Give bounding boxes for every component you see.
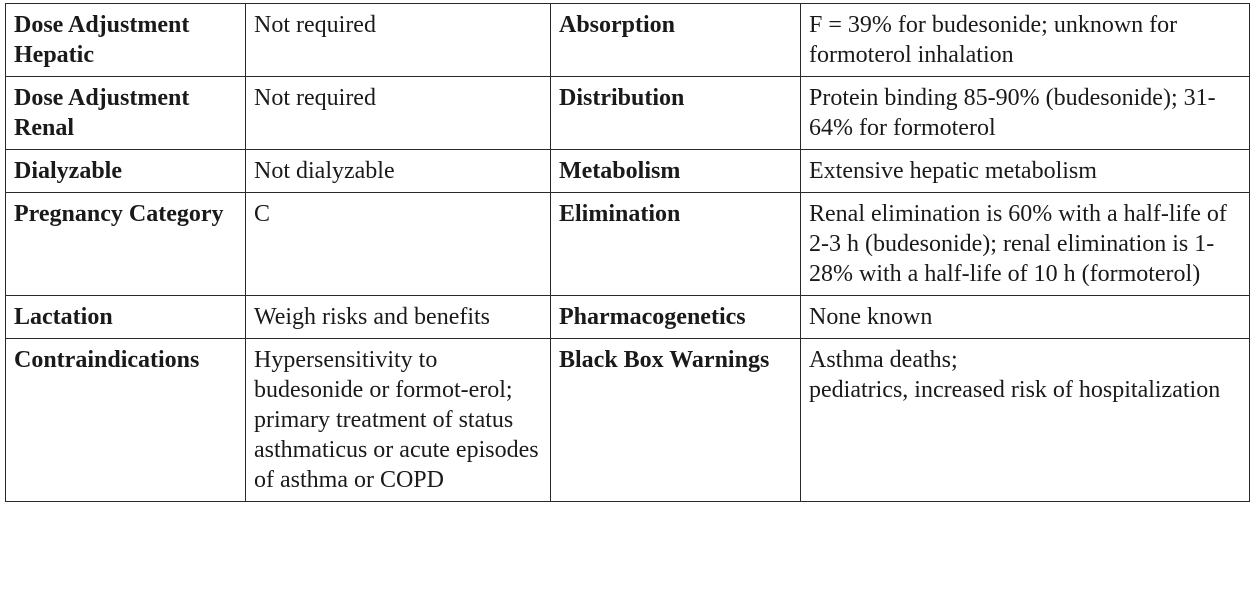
row-value-metabolism: Extensive hepatic metabolism: [801, 150, 1250, 193]
table-row: [6, 193, 1250, 296]
table-row: [6, 4, 1250, 77]
row-label-absorption: Absorption: [551, 4, 801, 77]
row-value-dose-adjustment-renal: Not required: [246, 77, 551, 150]
table-row: [6, 296, 1250, 339]
row-value-pharmacogenetics: None known: [801, 296, 1250, 339]
table-row: [6, 77, 1250, 150]
row-label-pharmacogenetics: Pharmacogenetics: [551, 296, 801, 339]
row-value-black-box-warnings: Asthma deaths; pediatrics, increased risk of hospitalization: [801, 339, 1250, 502]
row-label-lactation: Lactation: [6, 296, 246, 339]
row-label-dose-adjustment-renal: Dose Adjustment Renal: [6, 77, 246, 150]
row-label-dose-adjustment-hepatic: Dose Adjustment Hepatic: [6, 4, 246, 77]
row-label-black-box-warnings: Black Box Warnings: [551, 339, 801, 502]
row-value-lactation: Weigh risks and benefits: [246, 296, 551, 339]
row-value-pregnancy-category: C: [246, 193, 551, 296]
drug-info-table: [5, 3, 1250, 502]
row-value-absorption: F = 39% for budesonide; unknown for formoterol inhalation: [801, 4, 1250, 77]
table-row: [6, 150, 1250, 193]
row-value-contraindications: Hypersensitivity to budesonide or formot-erol; primary treatment of status asthmaticus or acute episodes of asthma or COPD: [246, 339, 551, 502]
row-value-distribution: Protein binding 85-90% (budesonide); 31-64% for formoterol: [801, 77, 1250, 150]
row-label-distribution: Distribution: [551, 77, 801, 150]
row-label-metabolism: Metabolism: [551, 150, 801, 193]
row-label-elimination: Elimination: [551, 193, 801, 296]
row-label-dialyzable: Dialyzable: [6, 150, 246, 193]
row-value-dose-adjustment-hepatic: Not required: [246, 4, 551, 77]
row-value-elimination: Renal elimination is 60% with a half-life of 2-3 h (budesonide); renal elimination is 1-28% with a half-life of 10 h (formoterol): [801, 193, 1250, 296]
row-label-pregnancy-category: Pregnancy Category: [6, 193, 246, 296]
row-value-dialyzable: Not dialyzable: [246, 150, 551, 193]
table-row: [6, 339, 1250, 502]
row-label-contraindications: Contraindications: [6, 339, 246, 502]
